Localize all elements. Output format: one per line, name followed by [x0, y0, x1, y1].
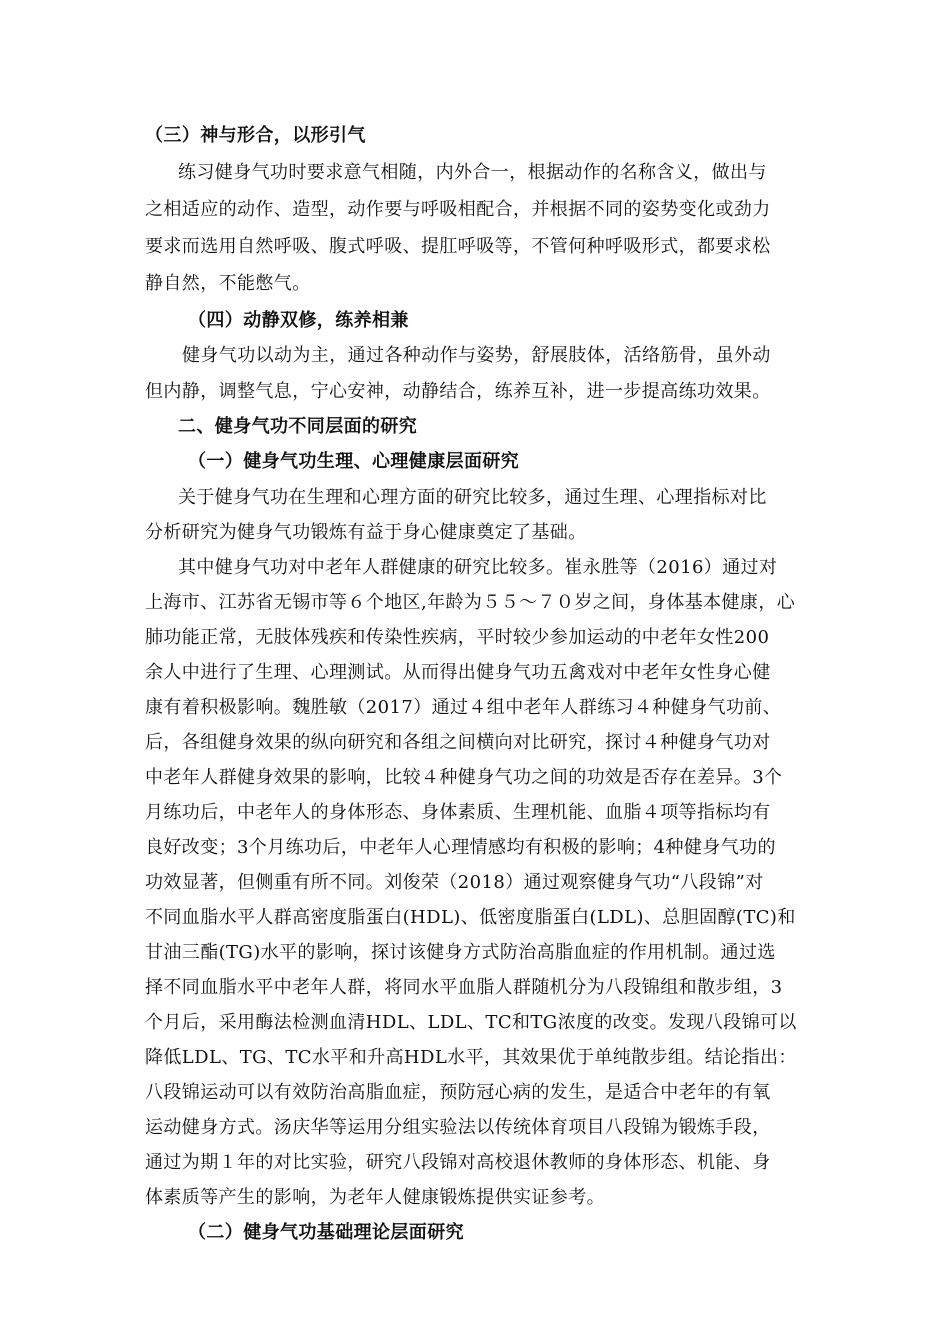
paragraph-line: 肺功能正常，无肢体残疾和传染性疾病，平时较少参加运动的中老年女性200 — [145, 627, 770, 648]
paragraph-line: 降低LDL、TG、TC水平和升高HDL水平，其效果优于单纯散步组。结论指出： — [145, 1047, 797, 1068]
section-heading-1: （一）健身气功生理、心理健康层面研究 — [188, 451, 520, 472]
paragraph-line: 练习健身气功时要求意气相随，内外合一，根据动作的名称含义，做出与 — [178, 162, 767, 183]
paragraph-line: 良好改变；3个月练功后，中老年人心理情感均有积极的影响；4种健身气功的 — [145, 837, 776, 858]
paragraph-line: 个月后，采用酶法检测血清HDL、LDL、TC和TG浓度的改变。发现八段锦可以 — [145, 1012, 797, 1033]
paragraph-line: 通过为期１年的对比实验，研究八段锦对高校退休教师的身体形态、机能、身 — [145, 1152, 771, 1173]
paragraph-line: 运动健身方式。汤庆华等运用分组实验法以传统体育项目八段锦为锻炼手段， — [145, 1117, 771, 1138]
paragraph-line: 其中健身气功对中老年人群健康的研究比较多。崔永胜等（2016）通过对 — [178, 557, 778, 578]
paragraph-line: 中老年人群健身效果的影响，比较４种健身气功之间的功效是否存在差异。3个 — [145, 767, 783, 788]
paragraph-line: 后，各组健身效果的纵向研究和各组之间横向对比研究，探讨４种健身气功对 — [145, 732, 771, 753]
paragraph-line: 功效显著，但侧重有所不同。刘俊荣（2018）通过观察健身气功“八段锦”对 — [145, 872, 764, 893]
paragraph-line: 关于健身气功在生理和心理方面的研究比较多，通过生理、心理指标对比 — [178, 487, 767, 508]
paragraph-line: 要求而选用自然呼吸、腹式呼吸、提肛呼吸等，不管何种呼吸形式，都要求松 — [145, 236, 771, 257]
section-heading-2: （二）健身气功基础理论层面研究 — [188, 1222, 464, 1243]
paragraph-line: 体素质等产生的影响，为老年人健康锻炼提供实证参考。 — [145, 1187, 605, 1208]
paragraph-line: 余人中进行了生理、心理测试。从而得出健身气功五禽戏对中老年女性身心健 — [145, 662, 771, 683]
paragraph-line: 月练功后，中老年人的身体形态、身体素质、生理机能、血脂４项等指标均有 — [145, 802, 771, 823]
paragraph-line: 之相适应的动作、造型，动作要与呼吸相配合，并根据不同的姿势变化或劲力 — [145, 199, 771, 220]
section-heading-3: （三）神与形合，以形引气 — [145, 125, 366, 146]
paragraph-line: 八段锦运动可以有效防治高脂血症，预防冠心病的发生，是适合中老年的有氧 — [145, 1082, 771, 1103]
paragraph-line: 康有着积极影响。魏胜敏（2017）通过４组中老年人群练习４种健身气功前、 — [145, 697, 782, 718]
paragraph-line: 但内静，调整气息，宁心安神，动静结合，练养互补，进一步提高练功效果。 — [145, 381, 771, 402]
paragraph-line: 上海市、江苏省无锡市等６个地区,年龄为５５～７０岁之间，身体基本健康，心 — [145, 592, 796, 613]
paragraph-line: 分析研究为健身气功锻炼有益于身心健康奠定了基础。 — [145, 522, 587, 543]
paragraph-line: 健身气功以动为主，通过各种动作与姿势，舒展肢体，活络筋骨，虽外动 — [182, 345, 771, 366]
paragraph-line: 静自然，不能憋气。 — [145, 273, 311, 294]
paragraph-line: 甘油三酯(TG)水平的影响，探讨该健身方式防治高脂血症的作用机制。通过选 — [145, 942, 776, 963]
paragraph-line: 不同血脂水平人群高密度脂蛋白(HDL)、低密度脂蛋白(LDL)、总胆固醇(TC)和 — [145, 907, 796, 928]
chapter-heading: 二、健身气功不同层面的研究 — [178, 416, 418, 437]
section-heading-4: （四）动静双修，练养相兼 — [188, 310, 409, 331]
paragraph-line: 择不同血脂水平中老年人群，将同水平血脂人群随机分为八段锦组和散步组，3 — [145, 977, 783, 998]
